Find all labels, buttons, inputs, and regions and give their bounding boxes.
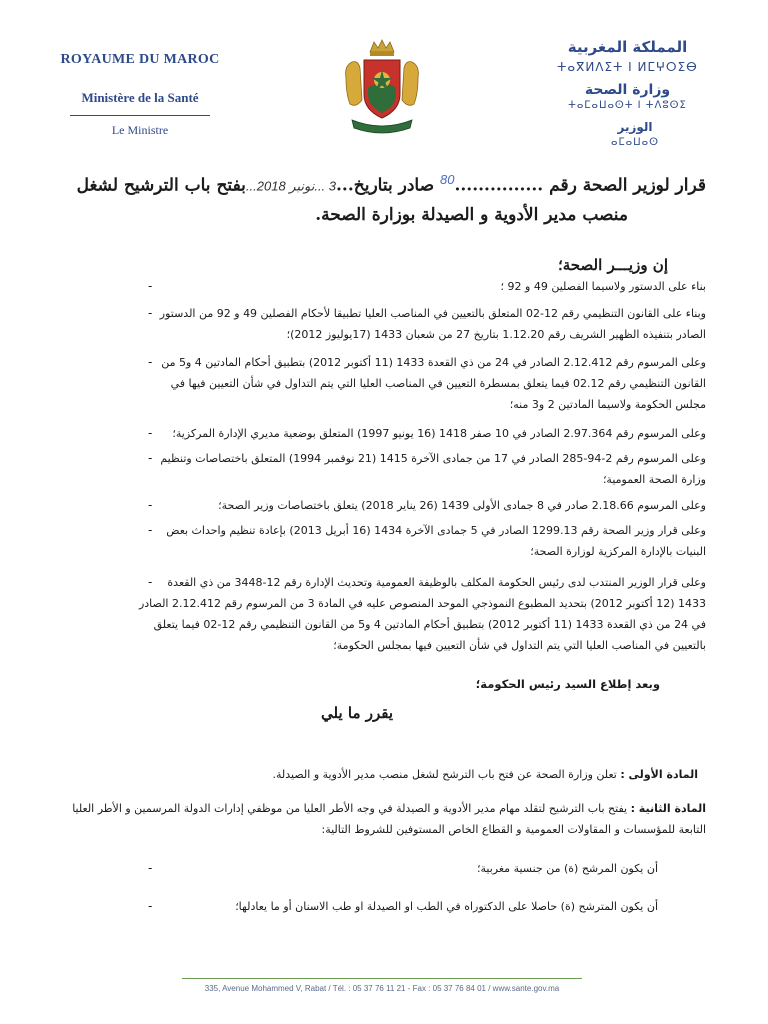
- bullet-dash: -: [148, 306, 153, 320]
- title-issued: صادر بتاريخ...: [336, 175, 440, 196]
- list-item-text: وعلى المرسوم رقم 2.12.412 الصادر في 24 من ذي القعدة 1433 (11 أكتوبر 2012) بتطبيق أحكام المادتين 4 و5 من القانون التنظيمي رقم 02.12 فيما يتعلق بمسطرة التعيين في المناصب العليا التي يتم التداول في شأن التعيين فيها في مجلس الحكومة ولاسيما المادتين 2 و3 منه؛: [161, 356, 706, 411]
- title-subject: بفتح باب الترشيح لشغل: [76, 175, 246, 196]
- list-item-text: بناء على الدستور ولاسيما الفصلين 49 و 92 ؛: [500, 280, 706, 293]
- article-2: [66, 798, 706, 840]
- header-ministry-fr: Ministère de la Santé: [81, 90, 199, 105]
- list-item: [138, 448, 706, 490]
- footer-contact: 335, Avenue Mohammed V, Rabat / Tél. : 05 37 76 11 21 - Fax : 05 37 76 84 01 / www.sante.gov.ma: [204, 984, 560, 993]
- bullet-dash: -: [148, 426, 153, 440]
- list-item: [138, 276, 706, 297]
- footer-divider: [182, 978, 582, 979]
- article-2-text: يفتح باب الترشيح لتقلد مهام مدير الأدوية و الصيدلة في وجه الأطر العليا من موظفي إدارات الدولة المرسمين و الأطر العليا التابعة للمؤسسات و المقاولات العمومية و القطاع الخاص المستوفين للشروط التالية:: [72, 802, 706, 836]
- decision-title-line1: [66, 168, 706, 199]
- bullet-dash: -: [148, 451, 153, 465]
- bullet-dash: -: [148, 355, 153, 369]
- condition-item: [138, 896, 658, 917]
- decides-heading: يقرر ما يلي: [321, 704, 393, 722]
- bullet-dash: -: [148, 498, 153, 512]
- header-kingdom-fr: ROYAUME DU MAROC: [60, 52, 220, 67]
- list-item: [138, 495, 706, 516]
- minister-heading: إن وزيـــر الصحة؛: [558, 256, 668, 274]
- article-1-label: المادة الأولى :: [620, 768, 698, 781]
- list-item: [138, 423, 706, 444]
- list-item-text: وعلى المرسوم رقم 2-94-285 الصادر في 17 من جمادى الآخرة 1415 (21 نوفمبر 1994) المتعلق باختصاصات وتنظيم وزارة الصحة العمومية؛: [160, 452, 706, 486]
- bullet-dash: -: [148, 279, 153, 293]
- list-item: [138, 352, 706, 415]
- header-ministry-ar: وزارة الصحة: [584, 82, 671, 98]
- header-kingdom-tifinagh: ⵜⴰⴳⵍⴷⵉⵜ ⵏ ⵍⵎⵖⵔⵉⴱ: [557, 60, 698, 74]
- list-item-text: وعلى قرار الوزير المنتدب لدى رئيس الحكومة المكلف بالوظيفة العمومية وتحديث الإدارة رقم 12-3448 من ذي القعدة 1433 (12 أكتوبر 2012) بتحديد المطبوع النموذجي الموحد المنصوص عليه في المادة 3 من المرسوم رقم 2.12.412 الصادر في 24 من ذي القعدة 1433 (11 أكتوبر 2012) بتطبيق أحكام المادتين 4 و5 من القانون التنظيمي رقم 12-02 فيما يتعلق بالتعيين في المناصب العليا التي يتم التداول في شأن التعيين فيها بمجلس الحكومة؛: [138, 576, 706, 652]
- bullet-dash: -: [148, 523, 153, 537]
- article-1-text: تعلن وزارة الصحة عن فتح باب الترشح لشغل منصب مدير الأدوية و الصيدلة.: [272, 768, 621, 781]
- decision-number: 80: [439, 172, 455, 187]
- list-item-text: وبناء على القانون التنظيمي رقم 12-02 المتعلق بالتعيين في المناصب العليا تطبيقا لأحكام الفصلين 49 و 92 من الدستور الصادر بتنفيذه الظهير الشريف رقم 1.12.20 بتاريخ 27 من شعبان 1433 (17يوليوز 2012)؛: [159, 307, 706, 341]
- condition-text: أن يكون المترشح (ة) حاصلا على الدكتوراه في الطب او الصيدلة او طب الاسنان أو ما يعادلها؛: [235, 900, 658, 913]
- header-role-fr: Le Ministre: [111, 123, 169, 137]
- list-item: [138, 520, 706, 562]
- bullet-dash: -: [148, 861, 153, 875]
- after-consultation: وبعد إطلاع السيد رئيس الحكومة؛: [475, 677, 660, 691]
- decision-date: 3 ...نونبر 2018...: [245, 178, 337, 194]
- condition-item: [138, 858, 658, 879]
- list-item: [138, 303, 706, 345]
- header-ministry-tifinagh: ⵜⴰⵎⴰⵡⴰⵙⵜ ⵏ ⵜⴷⵓⵙⵉ: [568, 100, 687, 111]
- bullet-dash: -: [148, 575, 153, 589]
- article-2-label: المادة الثانية :: [630, 802, 706, 815]
- decision-title-line2: منصب مدير الأدوية و الصيدلة بوزارة الصحة.: [315, 205, 628, 225]
- title-prefix: قرار لوزير الصحة رقم ...............: [454, 175, 706, 196]
- list-item-text: وعلى المرسوم رقم 2.97.364 الصادر في 10 صفر 1418 (16 يونيو 1997) المتعلق بوضعية مديري الإدارة المركزية؛: [172, 427, 706, 440]
- list-item-text: وعلى المرسوم 2.18.66 صادر في 8 جمادى الأولى 1439 (26 يناير 2018) يتعلق باختصاصات وزير الصحة؛: [218, 499, 706, 512]
- article-1: [78, 764, 698, 785]
- condition-text: أن يكون المرشح (ة) من جنسية مغربية؛: [477, 862, 658, 875]
- header-kingdom-ar: المملكة المغربية: [567, 38, 688, 56]
- header-role-ar: الوزير: [617, 120, 653, 134]
- header-role-tifinagh: ⴰⵎⴰⵡⴰⵙ: [611, 137, 659, 148]
- header-divider: [70, 115, 210, 116]
- list-item: [138, 572, 706, 656]
- list-item-text: وعلى قرار وزير الصحة رقم 1299.13 الصادر في 5 جمادى الآخرة 1434 (16 أبريل 2013) بإعادة تنظيم واحداث بعض البنيات بالإدارة المركزية لوزارة الصحة؛: [166, 524, 706, 558]
- royal-emblem-icon: [338, 38, 426, 138]
- bullet-dash: -: [148, 899, 153, 913]
